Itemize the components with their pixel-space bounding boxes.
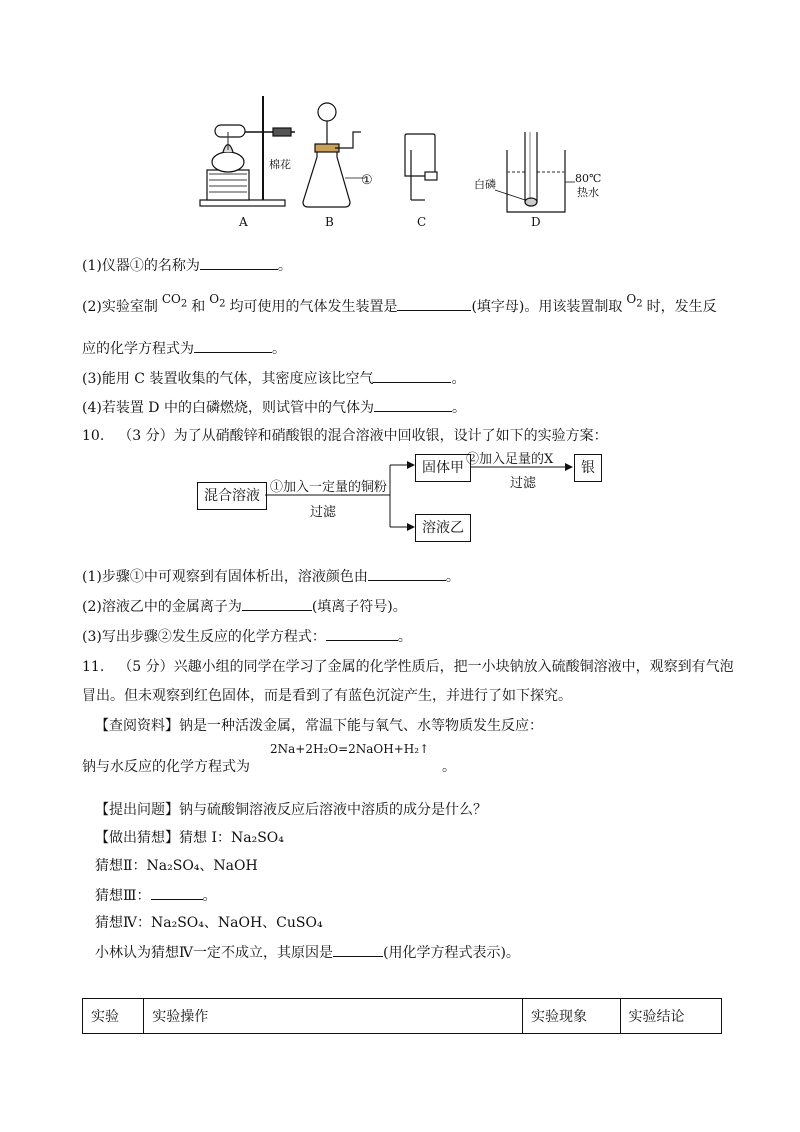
flow-step1: ①加入一定量的铜粉 xyxy=(270,480,388,495)
answer-blank[interactable] xyxy=(194,338,272,353)
instrument-mark: ① xyxy=(361,173,373,188)
answer-blank[interactable] xyxy=(374,397,452,412)
white-phosphorus-label: 白磷 xyxy=(474,178,496,191)
answer-blank[interactable] xyxy=(333,942,383,957)
q11-guess-1: 【做出猜想】猜想 I：Na₂SO₄ xyxy=(95,830,284,846)
apparatus-a xyxy=(200,96,295,206)
answer-blank[interactable] xyxy=(397,296,471,311)
table-header-cell: 实验现象 xyxy=(523,999,620,1034)
q11-info: 【查阅资料】钠是一种活泼金属，常温下能与氧气、水等物质发生反应： xyxy=(95,718,543,734)
label-b: B xyxy=(325,215,334,229)
q9-part3: (3)能用 C 装置收集的气体，其密度应该比空气 。 xyxy=(82,368,465,389)
question-number: 11. xyxy=(82,659,105,675)
q11-stem-2: 冒出。但未观察到红色固体，而是看到了有蓝色沉淀产生，并进行了如下探究。 xyxy=(82,688,572,704)
answer-blank[interactable] xyxy=(373,368,451,383)
answer-blank[interactable] xyxy=(326,626,398,641)
experiment-table xyxy=(82,998,722,1034)
apparatus-b xyxy=(303,103,365,207)
flow-filter1: 过滤 xyxy=(310,505,337,520)
table-header-row xyxy=(83,999,722,1034)
apparatus-d xyxy=(495,132,575,212)
answer-blank[interactable] xyxy=(151,885,203,900)
label-d: D xyxy=(531,215,541,229)
q11-guess-2: 猜想Ⅱ：Na₂SO₄、NaOH xyxy=(95,858,258,874)
q10-part1: (1)步骤①中可观察到有固体析出，溶液颜色由 。 xyxy=(82,566,460,587)
answer-blank[interactable] xyxy=(242,596,312,611)
hot-water-temp: 80℃ xyxy=(575,172,602,185)
q11-guess-4: 猜想Ⅳ：Na₂SO₄、NaOH、CuSO₄ xyxy=(95,915,323,931)
o2-formula: $O_2$ xyxy=(626,292,643,310)
flow-solid-a: 固体甲 xyxy=(415,454,471,482)
table-header-cell: 实验操作 xyxy=(144,999,523,1034)
q11-question: 【提出问题】钠与硫酸铜溶液反应后溶液中溶质的成分是什么？ xyxy=(95,802,487,818)
flow-filter2: 过滤 xyxy=(510,476,537,491)
apparatus-figure xyxy=(195,92,615,232)
q11-reason: 小林认为猜想Ⅳ一定不成立，其原因是 (用化学方程式表示)。 xyxy=(95,942,520,963)
sodium-water-equation: 2Na+2H₂O=2NaOH+H₂↑ xyxy=(270,742,430,756)
q9-part2: (2)实验室制 $CO_2$ 和 $O_2$ 均可使用的气体发生装置是 (填字母)。用该装置制取 $O_2$ 时，发生反 xyxy=(82,292,717,315)
q9-part2-cont: 应的化学方程式为 。 xyxy=(82,338,286,359)
apparatus-c xyxy=(405,134,437,200)
label-c: C xyxy=(417,215,427,229)
co2-formula: $CO_2$ xyxy=(161,292,188,310)
q11-equation-line: 钠与水反应的化学方程式为 。 xyxy=(82,759,456,775)
flow-solution-b: 溶液乙 xyxy=(415,514,471,542)
table-header-cell: 实验结论 xyxy=(620,999,722,1034)
q10-part2: (2)溶液乙中的金属离子为 (填离子符号)。 xyxy=(82,596,407,617)
hot-water-label: 热水 xyxy=(577,186,599,199)
q10-part3: (3)写出步骤②发生反应的化学方程式： 。 xyxy=(82,626,412,647)
q9-part4: (4)若装置 D 中的白磷燃烧，则试管中的气体为 。 xyxy=(82,397,466,418)
flow-step2: ②加入足量的X xyxy=(466,452,554,467)
o2-formula: $O_2$ xyxy=(209,292,226,310)
flow-mixed-solution: 混合溶液 xyxy=(197,482,267,510)
label-a: A xyxy=(239,215,248,229)
question-number: 10. xyxy=(82,428,105,444)
cotton-label: 棉花 xyxy=(269,158,291,171)
q10-stem: 10. （3 分）为了从硝酸锌和硝酸银的混合溶液中回收银，设计了如下的实验方案： xyxy=(82,428,608,444)
q11-stem-1: 11. （5 分）兴趣小组的同学在学习了金属的化学性质后，把一小块钠放入硫酸铜溶液中，观察到有气泡 xyxy=(82,659,734,675)
q11-guess-3: 猜想Ⅲ： 。 xyxy=(95,885,217,906)
answer-blank[interactable] xyxy=(368,566,446,581)
q9-part1: (1)仪器①的名称为 。 xyxy=(82,255,292,276)
answer-blank[interactable] xyxy=(200,255,278,270)
flow-silver: 银 xyxy=(574,454,602,482)
table-header-cell: 实验 xyxy=(83,999,144,1034)
